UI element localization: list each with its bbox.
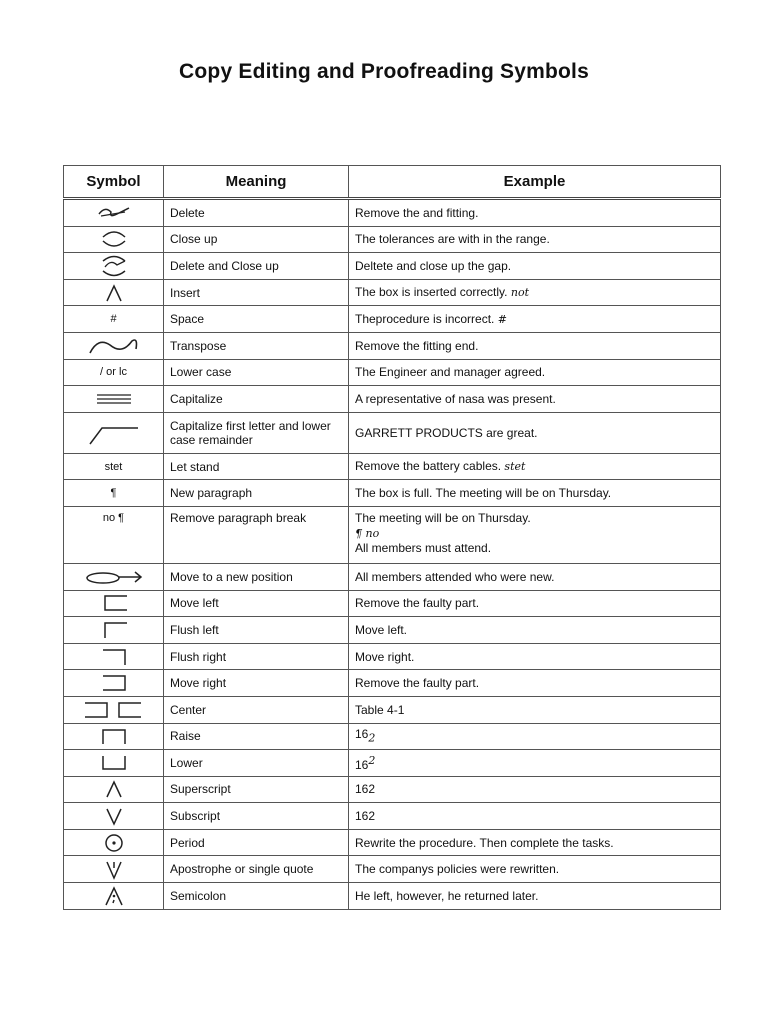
meaning-cell: Flush right	[164, 643, 349, 670]
period-icon	[89, 832, 139, 854]
example-cell: Remove the faulty part.	[349, 590, 721, 617]
table-row	[64, 723, 721, 750]
table-row	[64, 480, 721, 507]
example-cell: 162	[349, 803, 721, 830]
close-up-icon	[89, 229, 139, 249]
meaning-cell: Center	[164, 696, 349, 723]
table-row	[64, 696, 721, 723]
table-row	[64, 856, 721, 883]
example-text: The box is inserted correctly.	[355, 285, 508, 300]
example-cell: He left, however, he returned later.	[349, 883, 721, 910]
example-cell: The companys policies were rewritten.	[349, 856, 721, 883]
table-row	[64, 386, 721, 413]
example-cell: Table 4-1	[349, 696, 721, 723]
example-cell: All members attended who were new.	[349, 563, 721, 590]
symbol-text: no ¶	[64, 506, 164, 563]
header-symbol: Symbol	[64, 166, 164, 199]
symbol-text: / or lc	[64, 359, 164, 386]
handwritten-mark: ¶ no	[355, 526, 380, 540]
lower-icon	[89, 753, 139, 773]
meaning-cell: Let stand	[164, 453, 349, 480]
delete-mark-icon	[89, 204, 139, 222]
meaning-cell: Capitalize first letter and lower case remainder	[164, 412, 349, 453]
table-row	[64, 670, 721, 697]
table-row	[64, 776, 721, 803]
example-cell: 162	[349, 776, 721, 803]
example-cell	[349, 306, 721, 333]
meaning-cell: New paragraph	[164, 480, 349, 507]
example-cell	[349, 723, 721, 750]
center-icon	[79, 700, 149, 720]
table-row	[64, 590, 721, 617]
example-cell: Deltete and close up the gap.	[349, 253, 721, 280]
meaning-cell: Superscript	[164, 776, 349, 803]
example-text: 16	[355, 727, 369, 742]
handwritten-mark: 2	[368, 731, 376, 745]
example-cell: The box is full. The meeting will be on Thursday.	[349, 480, 721, 507]
example-text: The meeting will be on Thursday.	[355, 510, 531, 525]
meaning-cell: Raise	[164, 723, 349, 750]
table-row	[64, 199, 721, 227]
meaning-cell: Subscript	[164, 803, 349, 830]
example-cell: Move right.	[349, 643, 721, 670]
header-meaning: Meaning	[164, 166, 349, 199]
table-row	[64, 506, 721, 563]
meaning-cell: Move left	[164, 590, 349, 617]
meaning-cell: Close up	[164, 226, 349, 253]
table-row	[64, 750, 721, 777]
superscript-icon	[89, 779, 139, 799]
example-cell: Rewrite the procedure. Then complete the tasks.	[349, 829, 721, 856]
delete-close-up-icon	[89, 255, 139, 277]
raise-icon	[89, 726, 139, 746]
capitalize-icon	[89, 391, 139, 407]
example-cell	[349, 453, 721, 480]
table-row	[64, 803, 721, 830]
table-row	[64, 829, 721, 856]
example-cell: Move left.	[349, 617, 721, 644]
table-row	[64, 453, 721, 480]
meaning-cell: Space	[164, 306, 349, 333]
example-cell: Remove the fitting end.	[349, 332, 721, 359]
move-right-icon	[89, 673, 139, 693]
example-text: Theprocedure is incorrect.	[355, 311, 495, 326]
handwritten-mark: stet	[504, 460, 526, 474]
table-row	[64, 617, 721, 644]
cap-first-lower-icon	[84, 420, 144, 446]
meaning-cell: Remove paragraph break	[164, 506, 349, 563]
table-row	[64, 306, 721, 333]
example-text: 16	[355, 757, 369, 772]
example-cell	[349, 506, 721, 563]
apostrophe-icon	[89, 858, 139, 880]
example-cell	[349, 750, 721, 777]
handwritten-mark: 2	[368, 753, 376, 767]
handwritten-mark: #	[497, 312, 507, 326]
header-row	[64, 166, 721, 199]
subscript-icon	[89, 806, 139, 826]
meaning-cell: Lower	[164, 750, 349, 777]
move-position-icon	[79, 567, 149, 587]
move-left-icon	[89, 593, 139, 613]
meaning-cell: Period	[164, 829, 349, 856]
semicolon-icon	[89, 885, 139, 907]
header-example: Example	[349, 166, 721, 199]
flush-left-icon	[89, 620, 139, 640]
example-cell: GARRETT PRODUCTS are great.	[349, 412, 721, 453]
symbol-text: #	[64, 306, 164, 333]
example-cell	[349, 279, 721, 306]
meaning-cell: Move to a new position	[164, 563, 349, 590]
meaning-cell: Semicolon	[164, 883, 349, 910]
meaning-cell: Transpose	[164, 332, 349, 359]
transpose-icon	[84, 335, 144, 357]
page-title: Copy Editing and Proofreading Symbols	[179, 60, 589, 83]
meaning-cell: Delete and Close up	[164, 253, 349, 280]
meaning-cell: Delete	[164, 199, 349, 227]
meaning-cell: Capitalize	[164, 386, 349, 413]
symbols-table	[63, 165, 721, 910]
table-row	[64, 359, 721, 386]
symbol-text: ¶	[64, 480, 164, 507]
meaning-cell: Insert	[164, 279, 349, 306]
flush-right-icon	[89, 647, 139, 667]
example-cell: Remove the faulty part.	[349, 670, 721, 697]
example-cell: Remove the and fitting.	[349, 199, 721, 227]
meaning-cell: Flush left	[164, 617, 349, 644]
meaning-cell: Move right	[164, 670, 349, 697]
symbol-text: stet	[64, 453, 164, 480]
example-text-line2: All members must attend.	[355, 540, 492, 555]
example-cell: A representative of nasa was present.	[349, 386, 721, 413]
table-row	[64, 332, 721, 359]
meaning-cell: Apostrophe or single quote	[164, 856, 349, 883]
table-row	[64, 563, 721, 590]
meaning-cell: Lower case	[164, 359, 349, 386]
handwritten-mark: not	[510, 286, 529, 300]
table-row	[64, 412, 721, 453]
table-row	[64, 279, 721, 306]
table-row	[64, 253, 721, 280]
example-cell: The tolerances are with in the range.	[349, 226, 721, 253]
example-text: Remove the battery cables.	[355, 459, 502, 474]
table-row	[64, 883, 721, 910]
table-row	[64, 226, 721, 253]
insert-caret-icon	[89, 283, 139, 303]
example-cell: The Engineer and manager agreed.	[349, 359, 721, 386]
table-row	[64, 643, 721, 670]
